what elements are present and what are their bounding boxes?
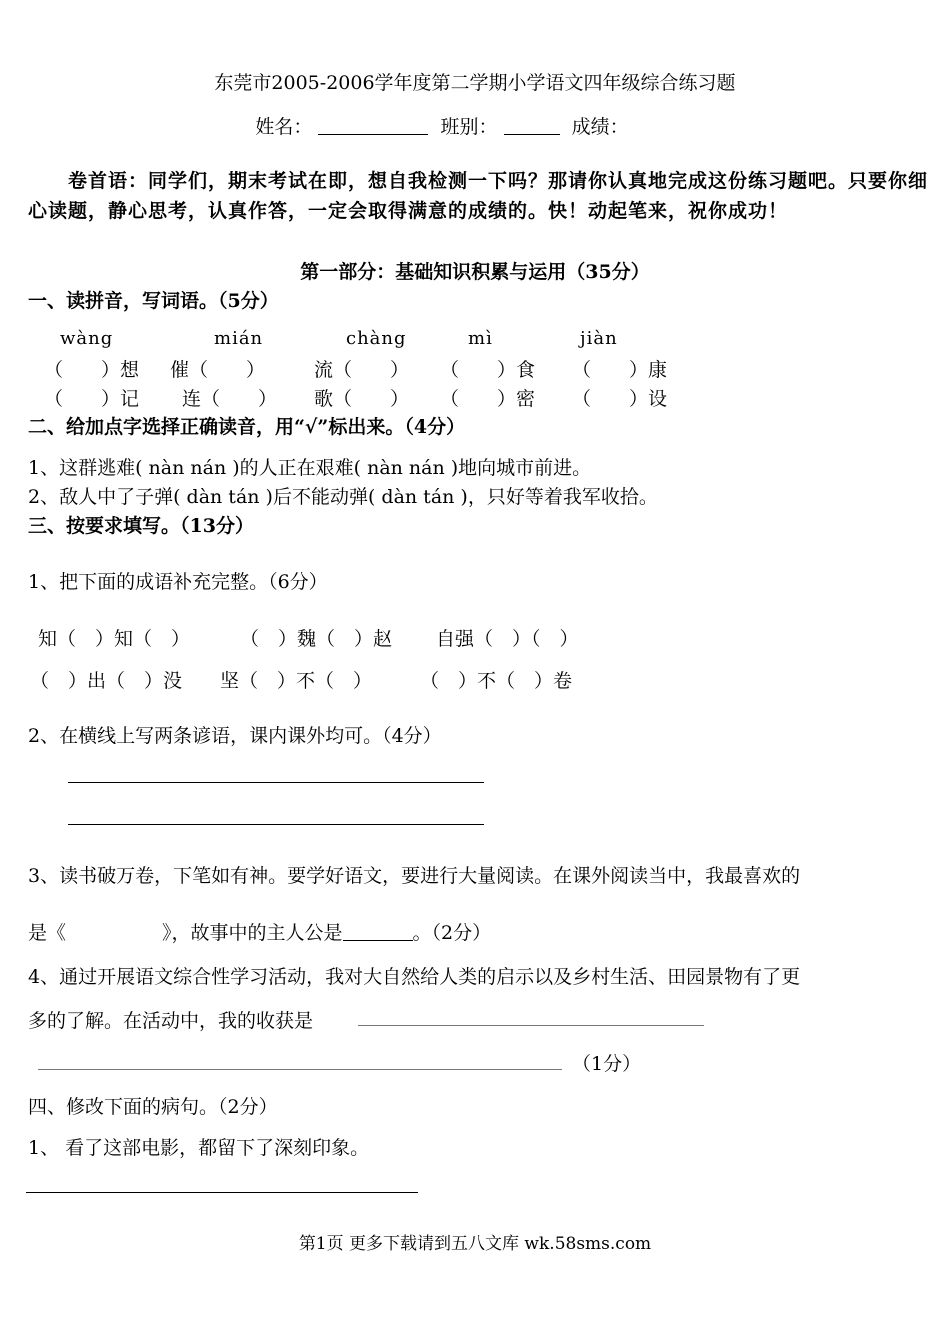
- pinyin-3: chàng: [346, 328, 407, 349]
- intro-paragraph: 卷首语：同学们，期末考试在即，想自我检测一下吗？那请你认真地完成这份练习题吧。只要你细心读题，静心思考，认真作答，一定会取得满意的成绩的。快！动起笔来，祝你成功！: [28, 170, 929, 222]
- section3-q3-line2: [28, 918, 491, 945]
- word-blank-2-1[interactable]: （ ）记: [44, 388, 140, 410]
- word-blank-1-5[interactable]: （ ）康: [572, 359, 668, 381]
- pinyin-5: jiàn: [580, 328, 618, 349]
- name-label: 姓名：: [255, 116, 313, 138]
- section3-q1: 1、把下面的成语补充完整。（6分）: [28, 571, 328, 593]
- gain-line-1[interactable]: [358, 1025, 704, 1026]
- protagonist-blank[interactable]: [343, 920, 413, 941]
- idiom-1-2[interactable]: （ ）魏（ ）赵: [240, 628, 393, 650]
- word-blank-2-3[interactable]: 歌（ ）: [314, 388, 410, 410]
- q4-score: （1分）: [572, 1053, 642, 1075]
- page-title: 东莞市2005-2006学年度第二学期小学语文四年级综合练习题: [214, 72, 736, 94]
- word-blank-2-2[interactable]: 连（ ）: [182, 388, 278, 410]
- word-blank-1-3[interactable]: 流（ ）: [314, 359, 410, 381]
- idiom-2-2[interactable]: 坚（ ）不（ ）: [220, 670, 373, 692]
- section3-q2: 2、在横线上写两条谚语，课内课外均可。（4分）: [28, 725, 442, 747]
- proverb-line-2[interactable]: [68, 824, 484, 825]
- gain-line-2[interactable]: [38, 1069, 562, 1070]
- q3-book-close: 》，故事中的主人公是: [162, 922, 343, 944]
- pinyin-4: mì: [468, 328, 493, 349]
- section3-q4-line2: 多的了解。在活动中，我的收获是: [28, 1010, 314, 1032]
- student-info-line: [0, 112, 950, 139]
- score-label: 成绩：: [571, 116, 629, 138]
- part1-title: 第一部分：基础知识积累与运用（35分）: [300, 261, 650, 283]
- idiom-2-1[interactable]: （ ）出（ ）没: [30, 670, 183, 692]
- section3-q4-line1: 4、通过开展语文综合性学习活动，我对大自然给人类的启示以及乡村生活、田园景物有了更: [28, 966, 801, 988]
- class-label: 班别：: [440, 116, 498, 138]
- section1-heading: 一、读拼音，写词语。（5分）: [28, 290, 279, 312]
- proverb-line-1[interactable]: [68, 782, 484, 783]
- word-blank-1-1[interactable]: （ ）想: [44, 359, 140, 381]
- q3-book-open: 是《: [28, 922, 67, 944]
- word-blank-2-4[interactable]: （ ）密: [440, 388, 536, 410]
- pinyin-2: mián: [214, 328, 264, 349]
- section2-item-1[interactable]: 1、这群逃难( nàn nán )的人正在艰难( nàn nán )地向城市前进。: [28, 457, 592, 479]
- word-blank-1-2[interactable]: 催（ ）: [170, 359, 266, 381]
- section3-heading: 三、按要求填写。（13分）: [28, 515, 254, 537]
- section2-heading: 二、给加点字选择正确读音，用“√”标出来。（4分）: [28, 416, 466, 438]
- section4-heading: 四、修改下面的病句。（2分）: [28, 1096, 278, 1118]
- section3-q3-line1: 3、读书破万卷，下笔如有神。要学好语文，要进行大量阅读。在课外阅读当中，我最喜欢的: [28, 865, 801, 887]
- word-blank-1-4[interactable]: （ ）食: [440, 359, 536, 381]
- section4-q1: 1、 看了这部电影，都留下了深刻印象。: [28, 1137, 370, 1159]
- idiom-1-1[interactable]: 知（ ）知（ ）: [38, 628, 191, 650]
- idiom-1-3[interactable]: 自强（ ）（ ）: [436, 628, 579, 650]
- class-blank[interactable]: [504, 116, 560, 135]
- correction-line[interactable]: [26, 1192, 418, 1193]
- word-blank-2-5[interactable]: （ ）设: [572, 388, 668, 410]
- idiom-2-3[interactable]: （ ）不（ ）卷: [420, 670, 573, 692]
- name-blank[interactable]: [318, 116, 428, 135]
- q3-score: 。（2分）: [412, 922, 492, 944]
- page-footer: 第1页 更多下载请到五八文库 wk.58sms.com: [298, 1234, 652, 1254]
- pinyin-1: wàng: [60, 328, 114, 349]
- section2-item-2[interactable]: 2、敌人中了子弹( dàn tán )后不能动弹( dàn tán )，只好等着我军收拾。: [28, 486, 658, 508]
